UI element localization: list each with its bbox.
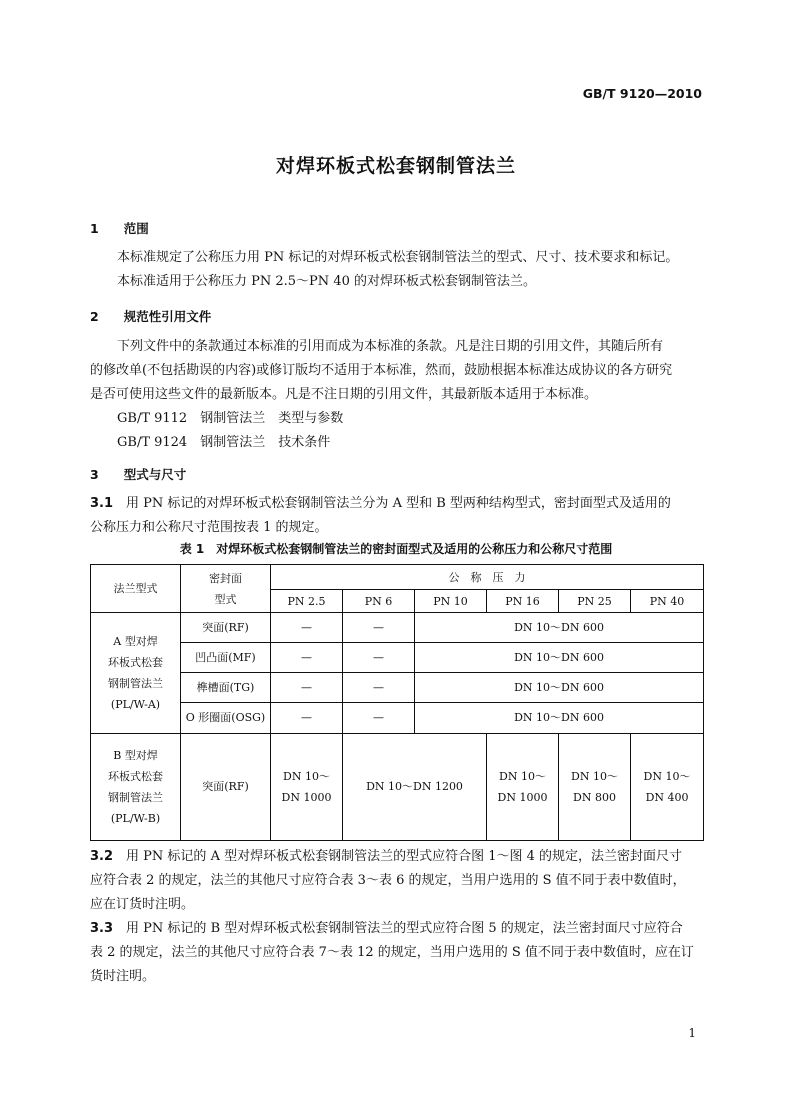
pn6-cell: —	[343, 673, 415, 703]
reference-code: GB/T 9124	[117, 435, 188, 450]
section-1-heading	[90, 219, 149, 237]
type-b-line-4: (PL/W-B)	[110, 811, 161, 825]
type-b-line-3: 钢制管法兰	[108, 790, 163, 804]
section-2-para-line-1: 下列文件中的条款通过本标准的引用而成为本标准的条款。凡是注日期的引用文件，其随后所有	[117, 339, 664, 354]
seal-type-cell: 突面(RF)	[181, 733, 271, 840]
cell-line: DN 800	[573, 790, 616, 804]
header-seal-line-1: 密封面	[209, 571, 242, 585]
pn25-cell: —	[271, 673, 343, 703]
header-seal-type	[181, 565, 271, 613]
section-title: 范围	[123, 221, 149, 236]
section-1-para-1: 本标准规定了公称压力用 PN 标记的对焊环板式松套钢制管法兰的型式、尺寸、技术要求和标记。	[117, 250, 679, 265]
section-number: 3	[90, 467, 99, 482]
pn16-cell	[487, 733, 559, 840]
clause-3-2-line-3: 应在订货时注明。	[90, 897, 195, 912]
pn6-cell: —	[343, 613, 415, 643]
header-pn: PN 16	[487, 590, 559, 613]
pn25-cell	[271, 733, 343, 840]
pn25-cell: —	[271, 643, 343, 673]
type-a-line-3: 钢制管法兰	[108, 676, 163, 690]
cell-line: DN 10～	[571, 769, 618, 783]
section-2-para-line-2: 的修改单(不包括勘误的内容)或修订版均不适用于本标准，然而，鼓励根据本标准达成协议的各方研究	[90, 363, 673, 378]
header-pn: PN 2.5	[271, 590, 343, 613]
pn6-cell: —	[343, 703, 415, 733]
header-row	[91, 565, 704, 590]
reference-code: GB/T 9112	[117, 411, 188, 426]
type-b-label	[91, 733, 181, 840]
header-flange-type: 法兰型式	[91, 565, 181, 613]
pn6-cell: —	[343, 643, 415, 673]
table-row	[91, 643, 704, 673]
dn-range-cell: DN 10～DN 600	[415, 673, 704, 703]
pressure-range-table	[90, 564, 704, 841]
cell-line: DN 1000	[497, 790, 548, 804]
type-b-line-2: 环板式松套	[108, 769, 163, 783]
seal-type-cell: 凹凸面(MF)	[181, 643, 271, 673]
seal-type-cell: 榫槽面(TG)	[181, 673, 271, 703]
cell-line: DN 400	[645, 790, 689, 804]
reference-item	[117, 407, 343, 431]
clause-3-3-line-1	[90, 917, 683, 941]
clause-text: 用 PN 标记的 B 型对焊环板式松套钢制管法兰的型式应符合图 5 的规定，法兰密封面尺寸应符合	[126, 921, 683, 936]
clause-number: 3.1	[90, 496, 114, 511]
page-number: 1	[688, 1026, 696, 1040]
header-pn: PN 6	[343, 590, 415, 613]
cell-line: DN 10～	[643, 769, 691, 783]
cell-line: DN 10～	[283, 769, 330, 783]
section-number: 2	[90, 309, 99, 324]
clause-3-1-line-1	[90, 492, 671, 516]
type-a-line-1: A 型对焊	[113, 634, 158, 648]
reference-title: 钢制管法兰 类型与参数	[200, 411, 344, 426]
seal-type-cell: 突面(RF)	[181, 613, 271, 643]
clause-text: 用 PN 标记的对焊环板式松套钢制管法兰分为 A 型和 B 型两种结构型式，密封面型式及适用的	[126, 496, 671, 511]
clause-3-3-line-2: 表 2 的规定，法兰的其他尺寸应符合表 7～表 12 的规定，当用户选用的 S 值不同于表中数值时，应在订	[90, 945, 694, 960]
clause-number: 3.3	[90, 921, 114, 936]
clause-number: 3.2	[90, 849, 114, 864]
seal-type-cell: O 形圈面(OSG)	[181, 703, 271, 733]
type-b-line-1: B 型对焊	[113, 748, 158, 762]
section-2-para-line-3: 是否可使用这些文件的最新版本。凡是不注日期的引用文件，其最新版本适用于本标准。	[90, 387, 598, 402]
header-nominal-pressure: 公 称 压 力	[271, 565, 704, 590]
table-row	[91, 703, 704, 733]
table-caption: 表 1 对焊环板式松套钢制管法兰的密封面型式及适用的公称压力和公称尺寸范围	[179, 542, 613, 556]
table-row	[91, 613, 704, 643]
pn25-cell: —	[271, 613, 343, 643]
pn25-cell: —	[271, 703, 343, 733]
standard-number: GB/T 9120—2010	[582, 86, 702, 101]
dn-range-cell: DN 10～DN 600	[415, 613, 704, 643]
reference-title: 钢制管法兰 技术条件	[200, 435, 331, 450]
clause-3-2-line-2: 应符合表 2 的规定，法兰的其他尺寸应符合表 3～表 6 的规定，当用户选用的 S 值不同于表中数值时，	[90, 873, 686, 888]
header-pn: PN 40	[631, 590, 704, 613]
table-row	[91, 673, 704, 703]
pn6-pn10-cell: DN 10～DN 1200	[343, 733, 487, 840]
section-title: 规范性引用文件	[123, 309, 212, 324]
reference-item	[117, 431, 330, 455]
clause-text: 用 PN 标记的 A 型对焊环板式松套钢制管法兰的型式应符合图 1～图 4 的规定，法兰密封面尺寸	[126, 849, 683, 864]
table-row	[91, 733, 704, 840]
clause-3-1-line-2: 公称压力和公称尺寸范围按表 1 的规定。	[90, 520, 328, 535]
cell-line: DN 10～	[499, 769, 546, 783]
header-seal-line-2: 型式	[214, 592, 237, 606]
type-a-line-2: 环板式松套	[108, 655, 163, 669]
dn-range-cell: DN 10～DN 600	[415, 703, 704, 733]
pn40-cell	[631, 733, 704, 840]
clause-3-2-line-1	[90, 845, 682, 869]
section-2-heading	[90, 307, 211, 325]
header-pn: PN 10	[415, 590, 487, 613]
document-title: 对焊环板式松套钢制管法兰	[275, 155, 516, 177]
type-a-label	[91, 613, 181, 733]
type-a-line-4: (PL/W-A)	[110, 697, 161, 711]
cell-line: DN 1000	[281, 790, 332, 804]
section-title: 型式与尺寸	[123, 467, 187, 482]
header-pn: PN 25	[559, 590, 631, 613]
section-number: 1	[90, 221, 99, 236]
section-3-heading	[90, 465, 186, 483]
clause-3-3-line-3: 货时注明。	[90, 969, 156, 984]
pn25-b-cell	[559, 733, 631, 840]
section-1-para-2: 本标准适用于公称压力 PN 2.5～PN 40 的对焊环板式松套钢制管法兰。	[117, 274, 536, 289]
dn-range-cell: DN 10～DN 600	[415, 643, 704, 673]
